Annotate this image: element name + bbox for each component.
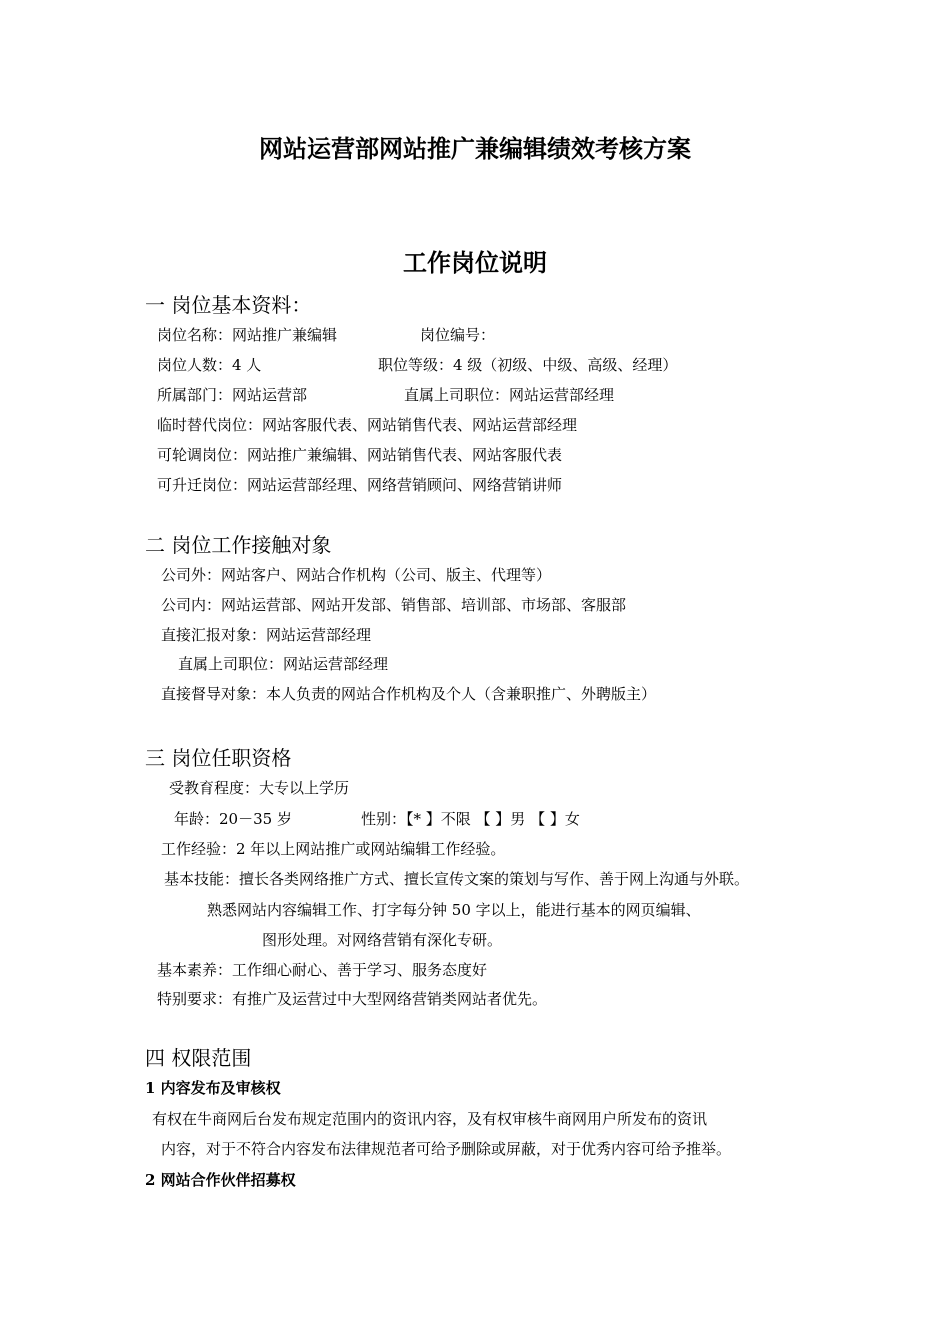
- basic-quality: 基本素养：工作细心耐心、善于学习、服务态度好: [157, 961, 488, 979]
- direct-report: 直接汇报对象：网站运营部经理: [161, 626, 372, 644]
- superior-position-2: 直属上司职位：网站运营部经理: [178, 655, 389, 673]
- temporary-substitute: 临时替代岗位：网站客服代表、网站销售代表、网站运营部经理: [157, 416, 578, 434]
- internal-contacts: 公司内：网站运营部、网站开发部、销售部、培训部、市场部、客服部: [161, 596, 627, 614]
- superior-position: 直属上司职位：网站运营部经理: [404, 386, 615, 404]
- subsection-1-para-line-2: 内容，对于不符合内容发布法律规范者可给予删除或屏蔽，对于优秀内容可给予推举。: [161, 1140, 732, 1158]
- section-title: 工作岗位说明: [403, 248, 547, 277]
- rotatable-positions: 可轮调岗位：网站推广兼编辑、网站销售代表、网站客服代表: [157, 446, 563, 464]
- direct-supervision: 直接督导对象：本人负责的网站合作机构及个人（含兼职推广、外聘版主）: [161, 685, 657, 703]
- external-contacts: 公司外：网站客户、网站合作机构（公司、版主、代理等）: [161, 566, 552, 584]
- section-2-heading: 二 岗位工作接触对象: [145, 533, 332, 557]
- subsection-2-heading: 2 网站合作伙伴招募权: [145, 1171, 296, 1189]
- department: 所属部门：网站运营部: [157, 386, 308, 404]
- promotion-positions: 可升迁岗位：网站运营部经理、网络营销顾问、网络营销讲师: [157, 476, 563, 494]
- skills-line-2: 熟悉网站内容编辑工作、打字每分钟 50 字以上，能进行基本的网页编辑、: [207, 901, 701, 919]
- job-level: 职位等级：4 级（初级、中级、高级、经理）: [378, 356, 678, 374]
- skills-line-1: 基本技能：擅长各类网络推广方式、擅长宣传文案的策划与写作、善于网上沟通与外联。: [164, 870, 750, 888]
- gender: 性别：【* 】不限 【 】男 【 】女: [361, 810, 580, 828]
- job-number: 岗位编号：: [420, 326, 496, 344]
- education: 受教育程度：大专以上学历: [169, 779, 350, 797]
- special-requirement: 特别要求：有推广及运营过中大型网络营销类网站者优先。: [157, 990, 548, 1008]
- experience: 工作经验：2 年以上网站推广或网站编辑工作经验。: [161, 840, 506, 858]
- skills-line-3: 图形处理。对网络营销有深化专研。: [262, 931, 503, 949]
- section-4-heading: 四 权限范围: [145, 1046, 252, 1070]
- section-1-heading: 一 岗位基本资料：: [145, 293, 312, 317]
- job-name: 岗位名称：网站推广兼编辑: [157, 326, 338, 344]
- subsection-1-para-line-1: 有权在牛商网后台发布规定范围内的资讯内容，及有权审核牛商网用户所发布的资讯: [152, 1110, 708, 1128]
- document-title: 网站运营部网站推广兼编辑绩效考核方案: [259, 134, 691, 163]
- section-3-heading: 三 岗位任职资格: [145, 746, 292, 770]
- age: 年龄：20－35 岁: [174, 810, 292, 828]
- subsection-1-heading: 1 内容发布及审核权: [145, 1079, 281, 1097]
- headcount: 岗位人数：4 人: [157, 356, 262, 374]
